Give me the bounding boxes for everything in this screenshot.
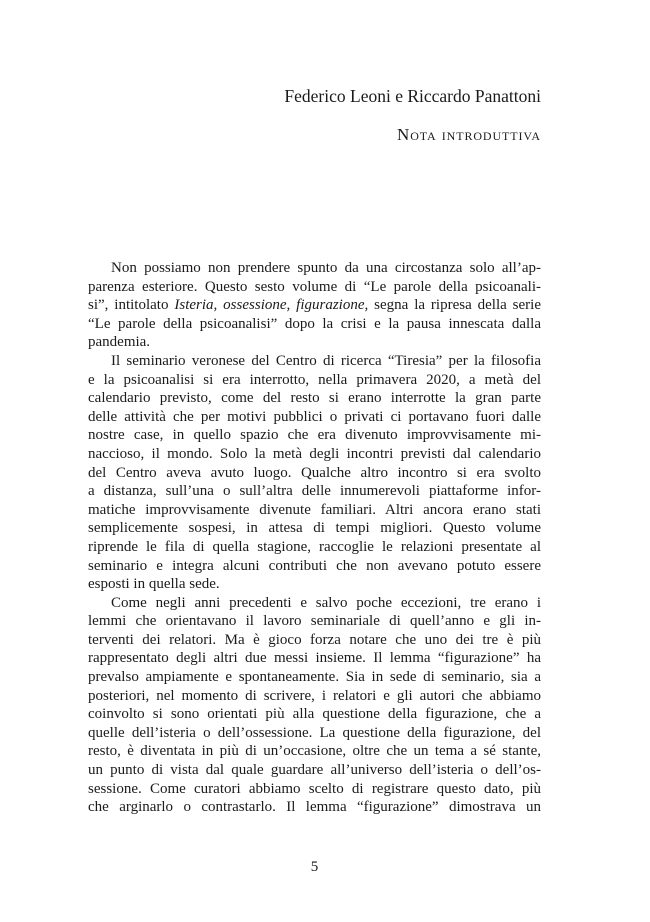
page-number: 5 bbox=[310, 859, 319, 875]
italic-title: Isteria, ossessione, figurazione, bbox=[174, 297, 369, 314]
text-line: che arginarlo o contrastarlo. Il lemma “figurazione” dimostrava un bbox=[88, 799, 541, 816]
authors-line: Federico Leoni e Riccardo Panattoni bbox=[284, 86, 541, 106]
text-line: del Centro aveva avuto luogo. Qualche altro incontro si era svolto bbox=[88, 464, 541, 481]
text-line: pandemia. bbox=[88, 334, 151, 351]
text-line: sessione. Come curatori abbiamo scelto di registrare questo dato, più bbox=[88, 780, 541, 797]
text-line: naccioso, il mondo. Solo la metà degli incontri previsti dal calendario bbox=[88, 445, 541, 462]
text-line: Come negli anni precedenti e salvo poche eccezioni, tre erano i bbox=[111, 594, 541, 611]
text-line: e la psicoanalisi si era interrotto, nella primavera 2020, a metà del bbox=[88, 371, 541, 388]
text-segment: si”, intitolato bbox=[88, 297, 175, 314]
text-line: coinvolto si sono orientati più alla questione della figurazione, che a bbox=[88, 706, 541, 723]
text-line: rappresentato degli altri due messi insieme. Il lemma “figurazione” ha bbox=[88, 650, 541, 667]
text-line: prevalso ampiamente e spontaneamente. Sia in sede di seminario, sia a bbox=[88, 669, 541, 686]
text-line: delle attività che per motivi pubblici o privati ci portavano fuori dalle bbox=[88, 408, 541, 425]
text-line bbox=[88, 296, 541, 315]
paragraph bbox=[88, 259, 541, 352]
text-line: nostre case, in quello spazio che era divenuto improvvisamente mi- bbox=[88, 427, 541, 444]
body-text bbox=[88, 259, 541, 817]
text-line: un punto di vista dal quale guardare all’universo dell’isteria o dell’os- bbox=[88, 762, 541, 779]
text-line: matiche improvvisamente divenute familiari. Altri ancora erano stati bbox=[88, 501, 541, 518]
paragraph bbox=[88, 352, 541, 594]
text-line: “Le parole della psicoanalisi” dopo la crisi e la pausa innescata dalla bbox=[88, 315, 541, 332]
text-line: Il seminario veronese del Centro di ricerca “Tiresia” per la filosofia bbox=[111, 352, 541, 369]
text-line: semplicemente sospesi, in attesa di tempi migliori. Questo volume bbox=[88, 520, 541, 537]
text-segment: segna la ripresa della serie bbox=[368, 297, 541, 314]
paragraph bbox=[88, 594, 541, 817]
text-line: esposti in quella sede. bbox=[88, 576, 220, 593]
text-line: a distanza, sull’una o sull’altra delle innumerevoli piattaforme infor- bbox=[88, 483, 541, 500]
section-title: Nota introduttiva bbox=[397, 125, 541, 144]
text-line: calendario previsto, come del resto si erano interrotte la gran parte bbox=[88, 390, 541, 407]
text-line: seminario e integra alcuni contributi che non avevano potuto essere bbox=[88, 557, 541, 574]
text-line: resto, è diventata in più di un’occasione, oltre che un tema a sé stante, bbox=[88, 743, 541, 760]
text-line: parenza esteriore. Questo sesto volume di “Le parole della psicoanali- bbox=[88, 278, 541, 295]
text-line: terventi dei relatori. Ma è gioco forza notare che uno dei tre è più bbox=[88, 631, 541, 648]
text-line: Non possiamo non prendere spunto da una circostanza solo all’ap- bbox=[111, 260, 541, 276]
text-line: posteriori, nel momento di scrivere, i relatori e gli autori che abbiamo bbox=[88, 687, 541, 704]
text-line: lemmi che orientavano il lavoro seminariale di quell’anno e gli in- bbox=[88, 613, 541, 630]
text-line: riprende le fila di quella stagione, raccoglie le relazioni presentate al bbox=[88, 538, 541, 555]
text-line: quelle dell’isteria o dell’ossessione. La questione della figurazione, del bbox=[88, 724, 541, 741]
